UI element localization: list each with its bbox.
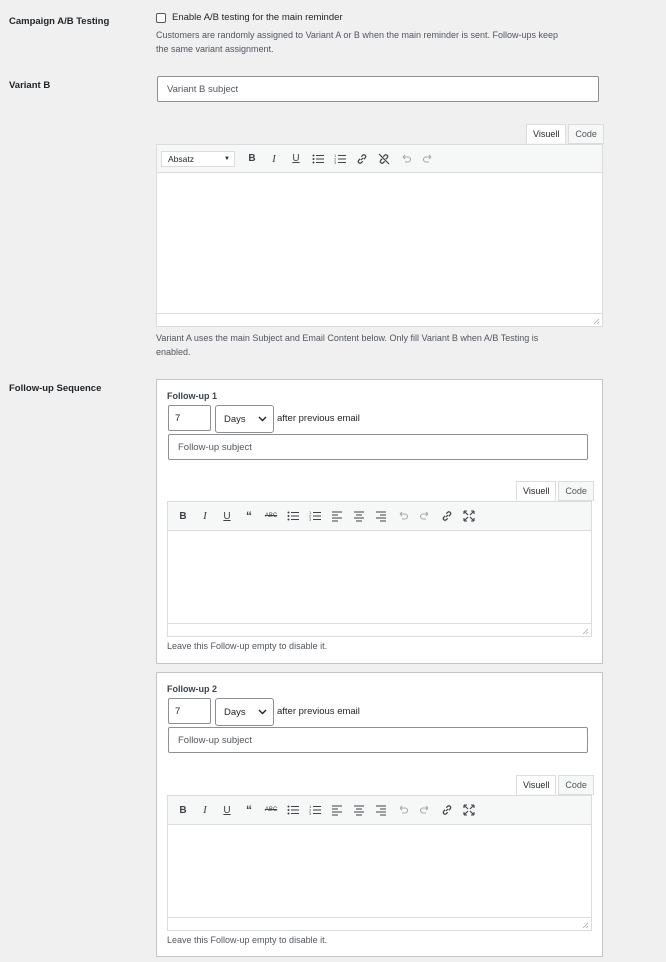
followup-2-empty-note: Leave this Follow-up empty to disable it. <box>167 935 328 945</box>
tab-visual[interactable]: Visuell <box>516 775 556 795</box>
followup-2-editor <box>167 795 592 931</box>
blockquote-icon[interactable]: “ <box>246 803 252 817</box>
followup-2-unit-value: Days <box>224 706 246 718</box>
tab-visual[interactable]: Visuell <box>516 481 556 501</box>
tab-code[interactable]: Code <box>558 481 594 501</box>
variant-b-note-line2: enabled. <box>156 347 191 357</box>
format-select[interactable] <box>161 151 235 167</box>
numbered-list-icon[interactable] <box>329 148 351 170</box>
followup-2-box <box>156 672 603 957</box>
format-select-value: Absatz <box>168 153 194 164</box>
followup-1-delay-input[interactable]: 7 <box>168 405 211 431</box>
bullet-list-icon[interactable] <box>282 505 304 527</box>
redo-icon[interactable] <box>414 505 436 527</box>
followup-1-box <box>156 379 603 664</box>
variant-b-subject-input[interactable]: Variant B subject <box>157 76 599 102</box>
bullet-list-icon[interactable] <box>307 148 329 170</box>
followup-2-delay-input[interactable]: 7 <box>168 698 211 724</box>
link-icon[interactable] <box>436 505 458 527</box>
blockquote-icon[interactable]: “ <box>246 509 252 523</box>
resize-handle-icon[interactable] <box>582 922 589 929</box>
fullscreen-icon[interactable] <box>458 505 480 527</box>
ab-testing-checkbox-row[interactable] <box>156 12 343 23</box>
fullscreen-icon[interactable] <box>458 799 480 821</box>
italic-icon[interactable]: I <box>203 510 207 522</box>
followup-2-editor-toolbar <box>168 796 591 825</box>
followup-1-editor-toolbar <box>168 502 591 531</box>
followup-2-unit-select[interactable] <box>215 698 274 726</box>
undo-icon[interactable] <box>395 148 417 170</box>
followup-1-unit-value: Days <box>224 413 246 425</box>
strikethrough-icon[interactable]: ABC <box>264 513 278 519</box>
redo-icon[interactable] <box>417 148 439 170</box>
italic-icon[interactable]: I <box>203 804 207 816</box>
followup-1-unit-select[interactable] <box>215 405 274 433</box>
align-right-icon[interactable] <box>370 799 392 821</box>
numbered-list-icon[interactable] <box>304 799 326 821</box>
undo-icon[interactable] <box>392 799 414 821</box>
svg-text:2: 2 <box>309 514 312 519</box>
followup-2-editor-tabs <box>512 775 594 795</box>
unlink-icon[interactable] <box>373 148 395 170</box>
strikethrough-icon[interactable]: ABC <box>264 807 278 813</box>
italic-icon[interactable]: I <box>272 152 276 165</box>
tab-code[interactable]: Code <box>568 124 604 144</box>
svg-text:2: 2 <box>309 808 312 813</box>
variant-b-editor-tabs <box>522 124 604 144</box>
editor-statusbar <box>157 313 602 326</box>
followup-1-empty-note: Leave this Follow-up empty to disable it. <box>167 641 328 651</box>
underline-icon[interactable]: U <box>223 804 231 816</box>
link-icon[interactable] <box>351 148 373 170</box>
align-center-icon[interactable] <box>348 505 370 527</box>
followup-1-after-text: after previous email <box>277 413 360 424</box>
chevron-down-icon: ▼ <box>224 155 230 162</box>
svg-text:3: 3 <box>309 812 312 816</box>
bold-icon[interactable]: B <box>248 153 256 164</box>
variant-b-note <box>156 331 626 359</box>
redo-icon[interactable] <box>414 799 436 821</box>
svg-text:1: 1 <box>334 153 337 158</box>
svg-text:2: 2 <box>334 157 337 161</box>
followup-2-subject-input[interactable]: Follow-up subject <box>168 727 588 753</box>
followup-sequence-label: Follow-up Sequence <box>9 383 102 394</box>
ab-testing-description-line2: the same variant assignment. <box>156 44 274 54</box>
variant-b-note-line1: Variant A uses the main Subject and Email Content below. Only fill Variant B when A/B Testing is <box>156 333 539 343</box>
ab-testing-checkbox-label[interactable]: Enable A/B testing for the main reminder <box>172 12 343 23</box>
svg-text:3: 3 <box>334 160 337 165</box>
svg-text:1: 1 <box>309 805 312 809</box>
resize-handle-icon[interactable] <box>593 318 600 325</box>
followup-1-subject-input[interactable]: Follow-up subject <box>168 434 588 460</box>
ab-testing-label: Campaign A/B Testing <box>9 16 110 27</box>
chevron-down-icon <box>258 416 267 422</box>
tab-visual[interactable]: Visuell <box>526 124 566 144</box>
align-center-icon[interactable] <box>348 799 370 821</box>
variant-b-editor <box>156 144 603 327</box>
link-icon[interactable] <box>436 799 458 821</box>
svg-text:1: 1 <box>309 511 312 515</box>
align-left-icon[interactable] <box>326 505 348 527</box>
numbered-list-icon[interactable] <box>304 505 326 527</box>
undo-icon[interactable] <box>392 505 414 527</box>
followup-1-editor <box>167 501 592 637</box>
ab-testing-description-line1: Customers are randomly assigned to Variant A or B when the main reminder is sent. Follow-ups keep <box>156 30 559 40</box>
followup-2-title: Follow-up 2 <box>167 684 217 694</box>
bold-icon[interactable]: B <box>179 510 187 522</box>
followup-2-after-text: after previous email <box>277 706 360 717</box>
underline-icon[interactable]: U <box>292 153 300 164</box>
ab-testing-description <box>156 28 626 56</box>
followup-1-editor-tabs <box>512 481 594 501</box>
tab-code[interactable]: Code <box>558 775 594 795</box>
followup-1-title: Follow-up 1 <box>167 391 217 401</box>
variant-b-label: Variant B <box>9 80 51 91</box>
editor-statusbar <box>168 917 591 930</box>
underline-icon[interactable]: U <box>223 510 231 522</box>
chevron-down-icon <box>258 709 267 715</box>
variant-b-editor-toolbar <box>157 145 602 173</box>
align-right-icon[interactable] <box>370 505 392 527</box>
editor-statusbar <box>168 623 591 636</box>
svg-text:3: 3 <box>309 518 312 522</box>
bullet-list-icon[interactable] <box>282 799 304 821</box>
align-left-icon[interactable] <box>326 799 348 821</box>
bold-icon[interactable]: B <box>179 804 187 816</box>
resize-handle-icon[interactable] <box>582 628 589 635</box>
ab-testing-checkbox[interactable] <box>156 13 166 23</box>
